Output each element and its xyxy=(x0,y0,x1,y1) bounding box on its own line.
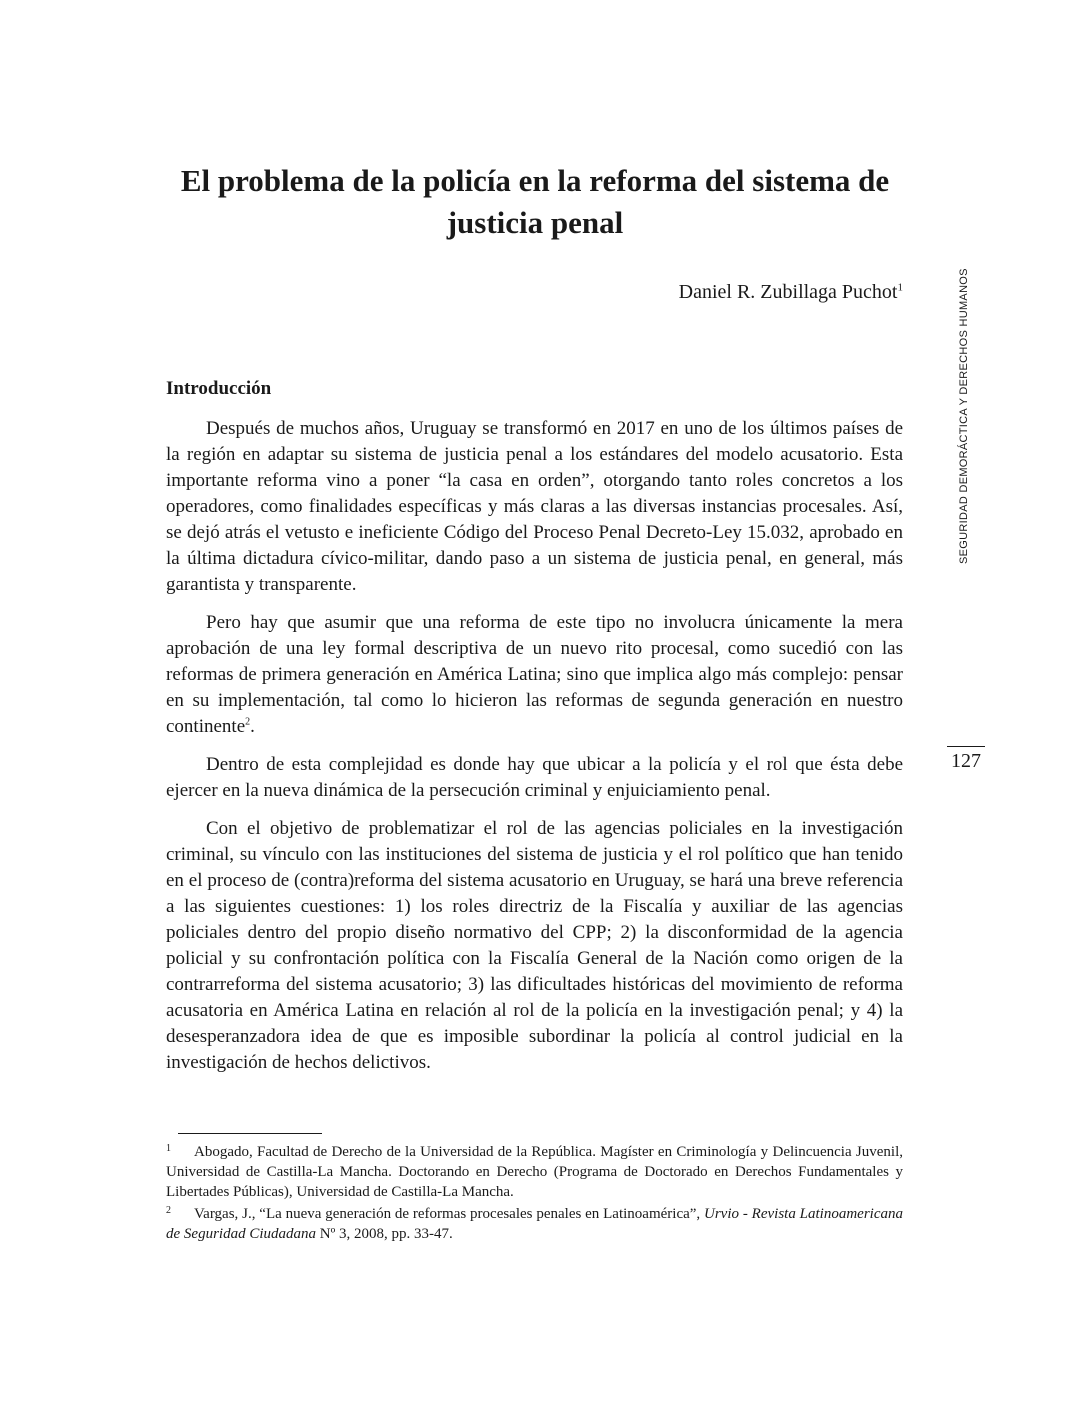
author-line xyxy=(679,278,903,306)
footnote-text-end: Nº 3, 2008, pp. 33-47. xyxy=(316,1226,453,1242)
paragraph-2-text: Pero hay que asumir que una reforma de este tipo no involucra únicamente la mera aprobación de una ley formal descriptiva de un nuevo rito procesal, como sucedió con las reformas de primera generación en América Latina; sino que implica algo más complejo: pensar en su implementación, tal como lo hicieron las reformas de segunda generación en nuestro continente xyxy=(166,612,903,737)
page-number: 127 xyxy=(951,750,981,772)
footnote-marker: 1 xyxy=(166,1143,171,1154)
footnote-journal-title: Urvio - Revista Latinoamericana de Seguridad Ciudadana xyxy=(166,1206,903,1242)
paragraph-3: Dentro de esta complejidad es donde hay que ubicar a la policía y el rol que ésta debe ejercer en la nueva dinámica de la persecución criminal y enjuiciamiento penal. xyxy=(166,754,903,801)
page-number-rule xyxy=(947,746,985,747)
author-footnote-ref[interactable]: 1 xyxy=(897,281,903,294)
paragraph-4: Con el objetivo de problematizar el rol de las agencias policiales en la investigación criminal, su vínculo con las instituciones del sistema de justicia y el rol político que han tenido en el proceso de (contra)reforma del sistema acusatorio en Uruguay, se hará una breve referencia a las siguientes cuestiones: 1) los roles directriz de la Fiscalía y auxiliar de las agencias policiales dentro del propio diseño normativo del CPP; 2) la disconformidad de la agencia policial y su confrontación política con la Fiscalía General de la Nación como origen de la contrarreforma del sistema acusatorio; 3) las dificultades históricas del movimiento de reforma acusatoria en América Latina en relación al rol de la policía en la investigación penal; y 4) la desesperanzadora idea de que es imposible subordinar la policía al control judicial en la investigación de hechos delictivos. xyxy=(166,818,903,1073)
footnote-2 xyxy=(166,1204,903,1244)
running-head: SEGURIDAD DEMORÁCTICA Y DERECHOS HUMANOS xyxy=(958,268,970,564)
paragraph-1: Después de muchos años, Uruguay se transformó en 2017 en uno de los últimos países de la región en adaptar su sistema de justicia penal a los estándares del modelo acusatorio. Esta importante reforma vino a poner “la casa en orden”, otorgando tanto roles concretos a los operadores, como finalidades específicas y más claras a las diversas instancias procesales. Así, se dejó atrás el vetusto e ineficiente Código del Proceso Penal Decreto-Ley 15.032, aprobado en la última dictadura cívico-militar, dando paso a un sistema de justicia penal, en general, más garantista y transparente. xyxy=(166,418,903,595)
paragraph-2 xyxy=(166,610,903,740)
footnote-ref-2[interactable]: 2 xyxy=(245,716,251,728)
footnote-text: Vargas, J., “La nueva generación de reformas procesales penales en Latinoamérica”, xyxy=(194,1206,705,1222)
body-text xyxy=(166,416,903,1088)
section-heading: Introducción xyxy=(166,378,272,399)
footnote-text: Abogado, Facultad de Derecho de la Universidad de la República. Magíster en Criminología y Delincuencia Juvenil, Universidad de Castilla-La Mancha. Doctorando en Derecho (Programa de Doctorado en Derechos Fundamentales y Libertades Públicas), Universidad de Castilla-La Mancha. xyxy=(166,1144,903,1200)
paragraph-2-end: . xyxy=(250,716,255,737)
footnote-marker: 2 xyxy=(166,1205,171,1216)
author-name: Daniel R. Zubillaga Puchot xyxy=(678,281,898,303)
article-title: El problema de la policía en la reforma del sistema de justicia penal xyxy=(180,163,890,240)
footnotes xyxy=(166,1142,903,1246)
footnote-separator xyxy=(178,1133,322,1134)
footnote-1 xyxy=(166,1142,903,1202)
